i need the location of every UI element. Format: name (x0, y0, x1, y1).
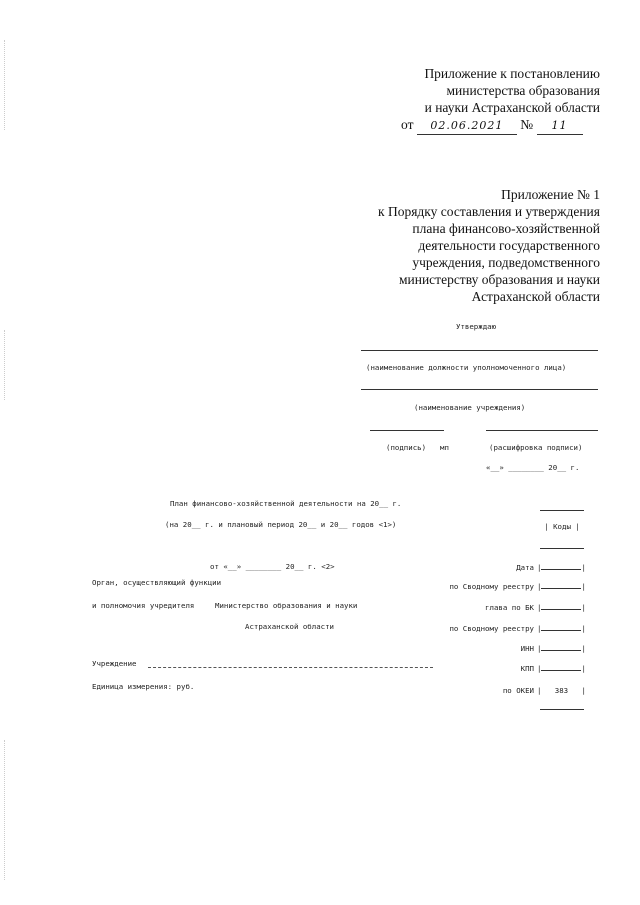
seal-caption: мп (440, 443, 449, 452)
code-row-value (541, 650, 581, 651)
signature-caption: (подпись) (386, 443, 427, 452)
organ-value-line2: Астраханской области (245, 622, 334, 631)
codes-divider (540, 548, 584, 549)
appendix-header-line: к Порядку составления и утверждения (378, 204, 600, 219)
code-row-cell: | | (537, 664, 586, 673)
position-line (361, 350, 598, 351)
appendix-header-line: деятельности государственного (418, 238, 600, 253)
plan-date: от «__» ________ 20__ г. <2> (210, 562, 335, 571)
appendix-header (300, 186, 600, 305)
code-row-label: глава по БК (485, 603, 534, 612)
decree-header-line: и науки Астраханской области (424, 100, 600, 115)
codes-header-label: Коды (553, 522, 571, 531)
decree-date-value: 02.06.2021 (417, 117, 517, 135)
code-row-value (541, 609, 581, 610)
code-row-cell: | | (537, 603, 586, 612)
approval-date: «__» ________ 20__ г. (486, 463, 580, 472)
organ-label-line2: и полномочия учредителя (92, 601, 195, 610)
decree-number-prefix: № (520, 117, 534, 132)
code-row-label: по Сводному реестру (449, 582, 534, 591)
scan-margin-marks (4, 330, 6, 400)
codes-top-border (540, 510, 584, 511)
codes-bottom-border (540, 709, 584, 710)
decoding-line (486, 430, 598, 431)
organ-label-line1: Орган, осуществляющий функции (92, 578, 222, 587)
approval-title: Утверждаю (456, 322, 497, 331)
codes-header: | Коды | (544, 522, 580, 531)
decree-header-line: министерства образования (446, 83, 600, 98)
code-row-value (541, 569, 581, 570)
institution-caption: (наименование учреждения) (414, 403, 526, 412)
code-row-label: КПП (520, 664, 534, 673)
institution-line (361, 389, 598, 390)
institution-label: Учреждение (92, 659, 137, 668)
decree-header-line: Приложение к постановлению (424, 66, 600, 81)
appendix-header-line: Астраханской области (471, 289, 600, 304)
code-row-value (541, 588, 581, 589)
position-caption: (наименование должности уполномоченного лица) (366, 363, 567, 372)
appendix-header-line: министерству образования и науки (398, 272, 600, 287)
decree-date-prefix: от (401, 117, 414, 132)
decoding-caption: (расшифровка подписи) (489, 443, 583, 452)
code-row-cell: | 383 | (537, 686, 586, 695)
unit-label: Единица измерения: руб. (92, 682, 195, 691)
plan-subtitle: (на 20__ г. и плановый период 20__ и 20__ годов <1>) (165, 520, 397, 529)
appendix-header-line: учреждения, подведомственного (412, 255, 600, 270)
code-row-value (541, 670, 581, 671)
code-row-label: по ОКЕИ (502, 686, 534, 695)
plan-title: План финансово-хозяйственной деятельности на 20__ г. (170, 499, 402, 508)
code-row-label: Дата (516, 563, 534, 572)
code-row-value (541, 630, 581, 631)
code-row-label: ИНН (520, 644, 534, 653)
code-row-cell: | | (537, 582, 586, 591)
signature-line (370, 430, 444, 431)
code-row-cell: | | (537, 644, 586, 653)
appendix-header-line: плана финансово-хозяйственной (412, 221, 600, 236)
scan-margin-marks (4, 40, 6, 130)
code-row-label: по Сводному реестру (449, 624, 534, 633)
appendix-header-line: Приложение № 1 (501, 187, 600, 202)
decree-number-value: 11 (537, 117, 583, 135)
scan-margin-marks (4, 740, 6, 880)
organ-value-line1: Министерство образования и науки (215, 601, 358, 610)
decree-header (300, 65, 600, 116)
code-row-value: 383 (554, 686, 569, 695)
code-row-cell: | | (537, 563, 586, 572)
code-row-cell: | | (537, 624, 586, 633)
decree-date-row (401, 116, 601, 135)
